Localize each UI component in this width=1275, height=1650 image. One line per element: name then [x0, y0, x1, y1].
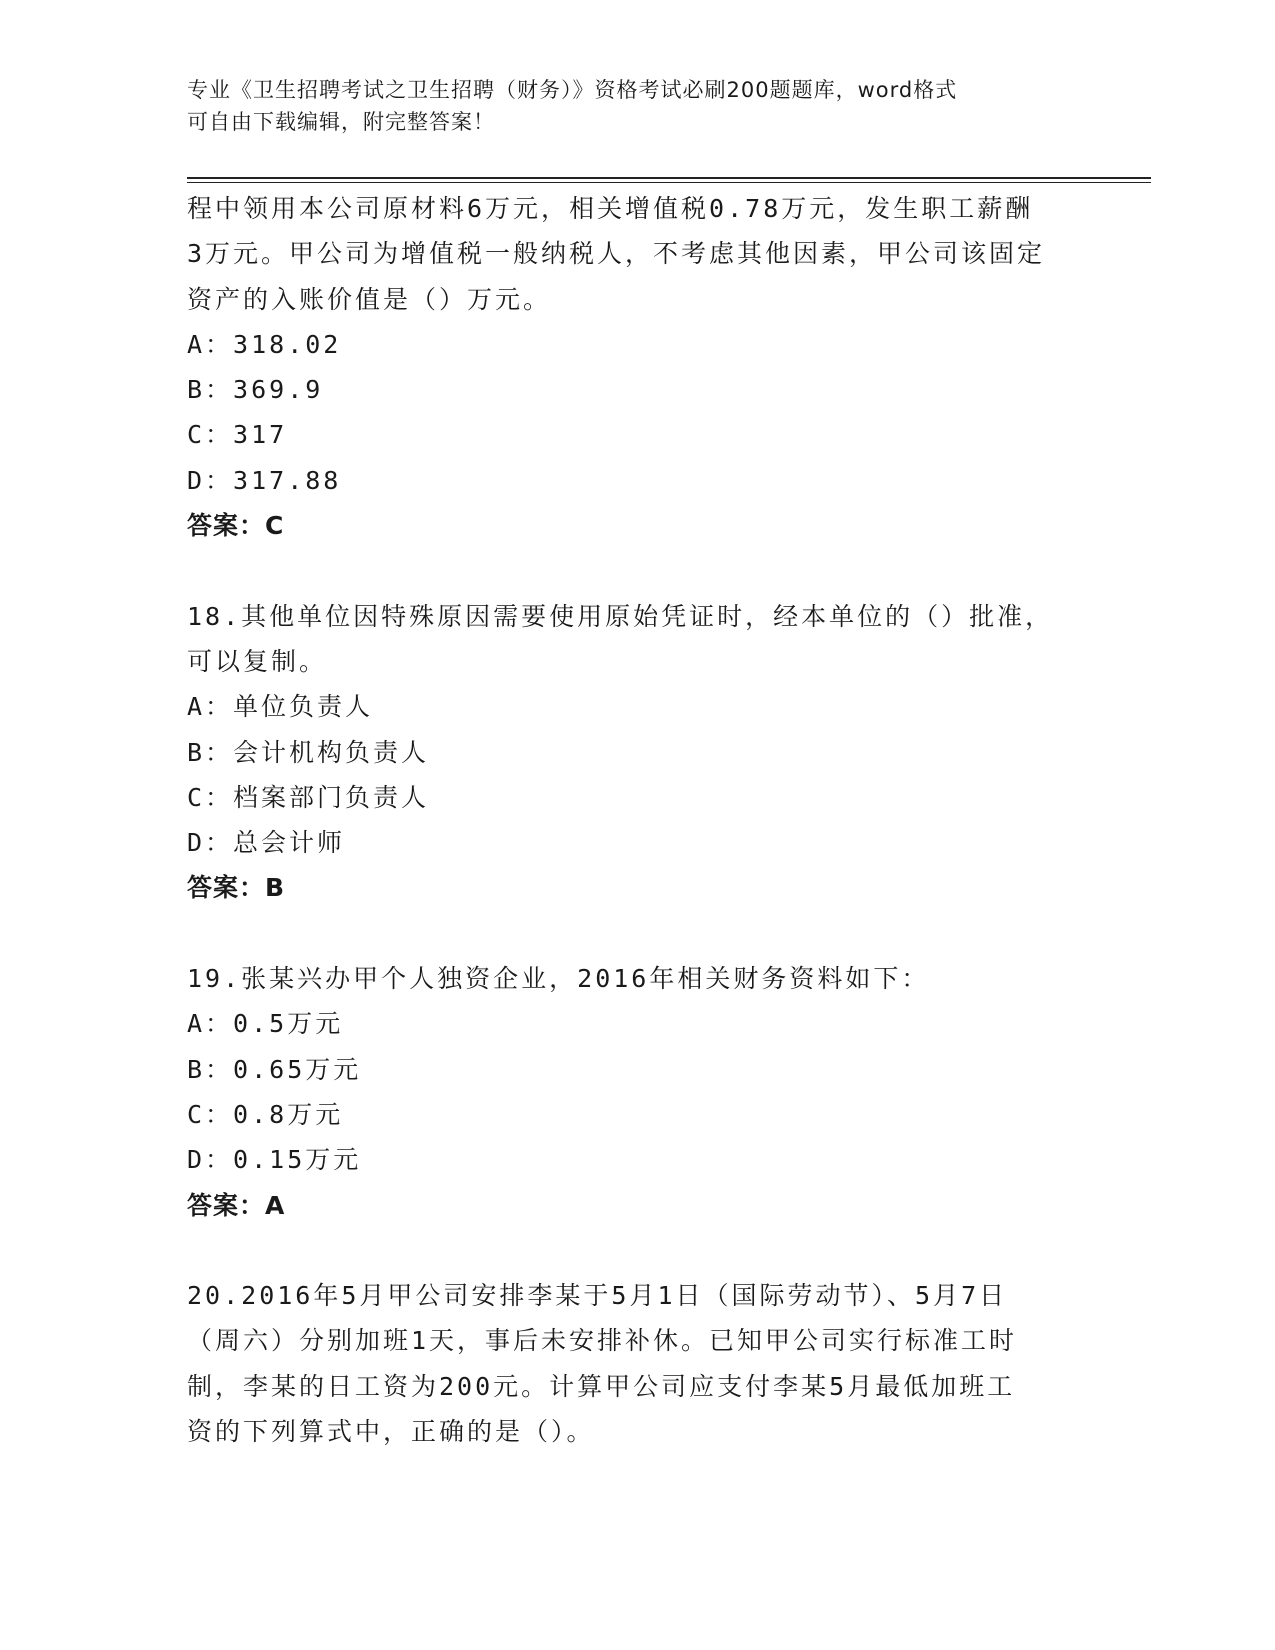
option-b: B：0.65万元 — [187, 1054, 362, 1084]
header-line: 可自由下载编辑，附完整答案！ — [187, 110, 495, 134]
page-header — [187, 74, 1087, 138]
document-body — [187, 186, 1087, 1454]
spacer — [187, 548, 1087, 593]
answer-label: 答案： — [187, 511, 266, 541]
option-b: B：369.9 — [187, 375, 324, 405]
question-stem-line: 程中领用本公司原材料6万元，相关增值税0.78万元，发生职工薪酬 — [187, 194, 1034, 223]
question-stem-line: 资的下列算式中，正确的是（）。 — [187, 1417, 595, 1447]
option-d: D：317.88 — [187, 465, 342, 495]
answer-label: 答案： — [187, 1190, 266, 1220]
answer-label: 答案： — [187, 873, 266, 903]
question-stem-line: 20.2016年5月甲公司安排李某于5月1日（国际劳动节）、5月7日 — [187, 1281, 1008, 1311]
header-divider — [187, 182, 1151, 183]
question-stem-line: （周六）分别加班1天，事后未安排补休。已知甲公司实行标准工时 — [187, 1326, 1018, 1356]
option-a: A：0.5万元 — [187, 1009, 344, 1039]
option-d: D：总会计师 — [187, 828, 346, 858]
question-block — [187, 1273, 1087, 1454]
option-a: A：318.02 — [187, 329, 342, 359]
question-block — [187, 594, 1087, 911]
spacer — [187, 911, 1087, 956]
question-stem-line: 3万元。甲公司为增值税一般纳税人，不考虑其他因素，甲公司该固定 — [187, 239, 1046, 269]
answer-line — [187, 503, 1087, 548]
question-stem-line: 制，李某的日工资为200元。计算甲公司应支付李某5月最低加班工 — [187, 1371, 1016, 1401]
question-block — [187, 186, 1087, 548]
answer-line — [187, 1183, 1087, 1228]
question-stem-line: 资产的入账价值是（）万元。 — [187, 284, 552, 314]
header-divider — [187, 177, 1151, 179]
answer-value: B — [265, 873, 286, 903]
answer-value: C — [265, 511, 285, 541]
option-a: A：单位负责人 — [187, 692, 374, 722]
header-line: 专业《卫生招聘考试之卫生招聘（财务）》资格考试必刷200题题库，word格式 — [187, 78, 958, 102]
question-stem-line: 18.其他单位因特殊原因需要使用原始凭证时，经本单位的（）批准， — [187, 601, 1054, 631]
answer-line — [187, 865, 1087, 910]
option-c: C：317 — [187, 420, 288, 450]
question-stem-line: 19.张某兴办甲个人独资企业，2016年相关财务资料如下： — [187, 964, 930, 994]
option-c: C：档案部门负责人 — [187, 782, 430, 812]
spacer — [187, 1228, 1087, 1273]
option-b: B：会计机构负责人 — [187, 737, 430, 767]
option-d: D：0.15万元 — [187, 1145, 362, 1175]
option-c: C：0.8万元 — [187, 1099, 344, 1129]
question-block — [187, 956, 1087, 1228]
question-stem-line: 可以复制。 — [187, 646, 328, 676]
answer-value: A — [265, 1190, 286, 1220]
